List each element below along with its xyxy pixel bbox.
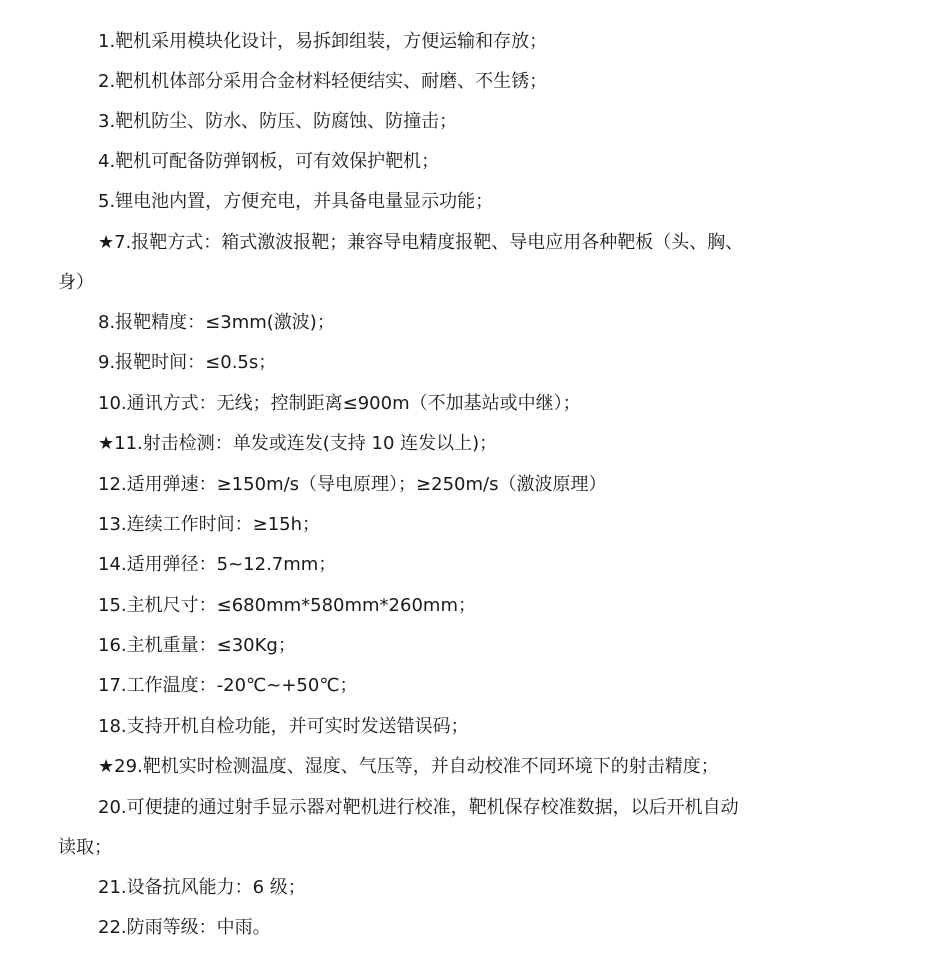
spec-item-22: 22.防雨等级：中雨。: [98, 917, 271, 938]
spec-item-7-continuation: 身）: [58, 272, 94, 293]
spec-item-1: 1.靶机采用模块化设计，易拆卸组装，方便运输和存放；: [98, 31, 548, 52]
spec-item-12: 12.适用弹速：≥150m/s（导电原理）；≥250m/s（激波原理）: [98, 474, 607, 495]
spec-item-8: 8.报靶精度：≤3mm(激波)；: [98, 312, 335, 333]
spec-item-29: ★29.靶机实时检测温度、湿度、气压等，并自动校准不同环境下的射击精度；: [98, 756, 719, 777]
spec-item-18: 18.支持开机自检功能，并可实时发送错误码；: [98, 716, 469, 737]
spec-item-3: 3.靶机防尘、防水、防压、防腐蚀、防撞击；: [98, 111, 458, 132]
spec-item-14: 14.适用弹径：5~12.7mm；: [98, 554, 337, 575]
spec-item-10: 10.通讯方式：无线；控制距离≤900m（不加基站或中继）；: [98, 393, 581, 414]
spec-item-11: ★11.射击检测：单发或连发(支持 10 连发以上)；: [98, 433, 498, 454]
spec-item-9: 9.报靶时间：≤0.5s；: [98, 352, 277, 373]
spec-item-20: 20.可便捷的通过射手显示器对靶机进行校准，靶机保存校准数据，以后开机自动: [98, 797, 739, 818]
spec-item-4: 4.靶机可配备防弹钢板，可有效保护靶机；: [98, 151, 440, 172]
spec-item-16: 16.主机重量：≤30Kg；: [98, 635, 296, 656]
spec-item-15: 15.主机尺寸：≤680mm*580mm*260mm；: [98, 595, 476, 616]
spec-item-7: ★7.报靶方式：箱式激波报靶；兼容导电精度报靶、导电应用各种靶板（头、胸、: [98, 232, 744, 253]
spec-item-2: 2.靶机机体部分采用合金材料轻便结实、耐磨、不生锈；: [98, 71, 548, 92]
spec-item-13: 13.连续工作时间：≥15h；: [98, 514, 321, 535]
spec-item-21: 21.设备抗风能力：6 级；: [98, 877, 306, 898]
spec-item-20-continuation: 读取；: [58, 837, 112, 858]
spec-item-17: 17.工作温度：-20℃~+50℃；: [98, 675, 358, 696]
spec-item-5: 5.锂电池内置，方便充电，并具备电量显示功能；: [98, 191, 494, 212]
